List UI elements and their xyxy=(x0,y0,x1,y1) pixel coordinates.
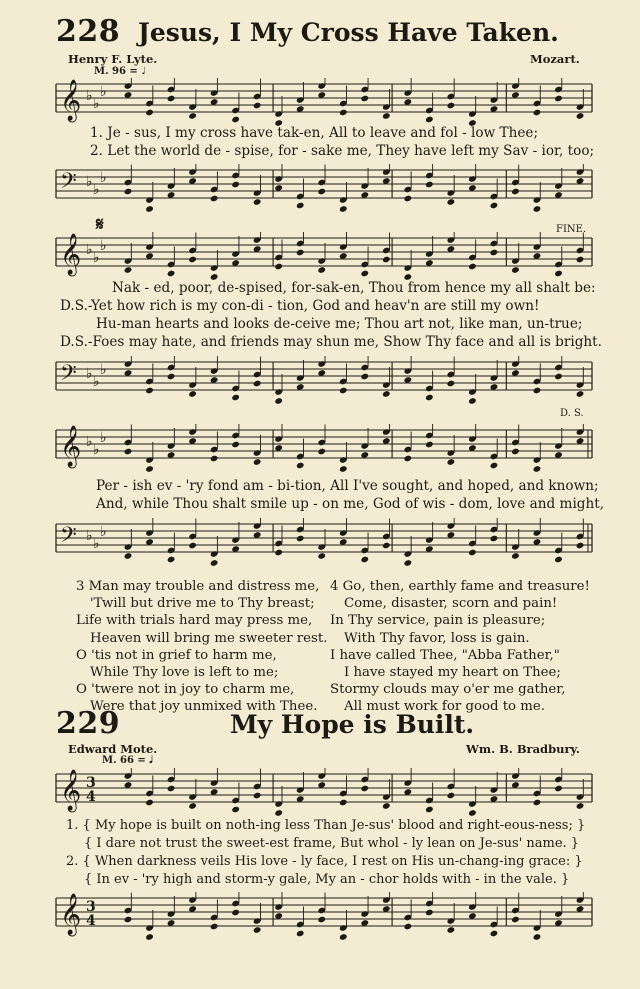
svg-text:♭: ♭ xyxy=(86,174,93,190)
hymn-228-tempo: M. 96 = ♩ xyxy=(94,66,147,77)
hymn-229-author: Edward Mote. xyxy=(68,742,158,756)
verse-line: Were that joy unmixed with Thee. xyxy=(90,699,318,715)
svg-text:♭: ♭ xyxy=(100,238,107,254)
svg-text:𝄞: 𝄞 xyxy=(60,426,82,467)
svg-text:♭: ♭ xyxy=(93,182,100,198)
hymn-228-system-1-bass-staff xyxy=(0,164,640,214)
svg-text:3: 3 xyxy=(86,899,96,915)
svg-text:♭: ♭ xyxy=(86,366,93,382)
hymn-229-tempo: M. 66 = 𝅗𝅥 xyxy=(102,755,153,766)
hymn-228-composer: Mozart. xyxy=(530,52,580,66)
hymn-228-system-3-lyric-1: Per - ish ev - 'ry fond am - bi-tion, All I've sought, and hoped, and known; xyxy=(96,478,599,494)
svg-text:♭: ♭ xyxy=(100,524,107,540)
quarter-note-icon: ♩ xyxy=(137,66,147,77)
svg-text:𝄞: 𝄞 xyxy=(60,894,82,935)
hymn-229-lyric-3: 2. { When darkness veils His love - ly face, I rest on His un-chang-ing grace: } xyxy=(66,854,583,869)
svg-text:♭: ♭ xyxy=(100,430,107,446)
half-note-icon: 𝅗𝅥 xyxy=(145,755,153,766)
hymn-228-number: 228 xyxy=(56,14,121,49)
hymn-229-bass-staff xyxy=(0,892,640,942)
verse-line: 4 Go, then, earthly fame and treasure! xyxy=(330,579,590,594)
verse-line: In Thy service, pain is pleasure; xyxy=(330,613,546,629)
hymn-228-system-1-lyric-1: 1. Je - sus, I my cross have tak-en, All to leave and fol - low Thee; xyxy=(90,125,539,141)
verse-line: O 'twere not in joy to charm me, xyxy=(76,682,295,698)
svg-text:4: 4 xyxy=(86,789,96,805)
hymn-229-lyric-2: { I dare not trust the sweet-est frame, But whol - ly lean on Je-sus' name. } xyxy=(84,836,580,851)
hymn-228-system-3-lyric-2: And, while Thou shalt smile up - on me, God of wis - dom, love and might, xyxy=(96,496,605,512)
hymn-228-system-1-treble-staff xyxy=(0,78,640,128)
ds-mark: D. S. xyxy=(560,408,584,419)
svg-text:♭: ♭ xyxy=(93,374,100,390)
hymn-228-author: Henry F. Lyte. xyxy=(68,52,158,66)
svg-text:𝄢: 𝄢 xyxy=(60,523,77,553)
svg-text:♭: ♭ xyxy=(86,242,93,258)
svg-text:♭: ♭ xyxy=(93,536,100,552)
hymn-228-system-1-lyric-2: 2. Let the world de - spise, for - sake me, They have left my Sav - ior, too; xyxy=(90,143,595,159)
hymn-228-system-2-lyric-1: Nak - ed, poor, de-spised, for-sak-en, Thou from hence my all shalt be: xyxy=(112,280,596,296)
verse-line: Stormy clouds may o'er me gather, xyxy=(330,682,566,698)
svg-text:𝄞: 𝄞 xyxy=(60,770,82,811)
svg-text:𝄢: 𝄢 xyxy=(60,361,77,391)
svg-text:♭: ♭ xyxy=(93,250,100,266)
verse-line: While Thy love is left to me; xyxy=(90,665,279,681)
hymn-229-title: My Hope is Built. xyxy=(230,710,475,739)
svg-text:♭: ♭ xyxy=(100,170,107,186)
hymn-228-title: Jesus, I My Cross Have Taken. xyxy=(138,18,559,47)
verse-3 xyxy=(76,578,327,716)
hymn-228-system-3-bass-staff xyxy=(0,518,640,568)
hymn-228-system-2-lyric-2: D.S.-Yet how rich is my con-di - tion, God and heav'n are still my own! xyxy=(60,298,540,314)
fine-mark: FINE. xyxy=(556,224,587,235)
hymn-229-treble-staff xyxy=(0,768,640,818)
hymn-228-system-3-treble-staff xyxy=(0,424,640,474)
verse-line: O 'tis not in grief to harm me, xyxy=(76,647,277,663)
svg-text:4: 4 xyxy=(86,913,96,929)
svg-text:♭: ♭ xyxy=(100,84,107,100)
svg-text:♭: ♭ xyxy=(93,442,100,458)
hymn-229-lyric-4: { In ev - 'ry high and storm-y gale, My an - chor holds with - in the vale. } xyxy=(84,872,570,887)
verse-line: I have called Thee, "Abba Father," xyxy=(330,647,560,663)
hymn-229-composer: Wm. B. Bradbury. xyxy=(466,742,580,756)
segno-mark: 𝄋 xyxy=(96,214,104,235)
verse-line: With Thy favor, loss is gain. xyxy=(344,630,530,646)
svg-text:♭: ♭ xyxy=(86,88,93,104)
verse-4 xyxy=(330,578,590,716)
hymn-229-number: 229 xyxy=(56,706,121,741)
verse-line: Life with trials hard may press me, xyxy=(76,613,313,629)
svg-text:𝄢: 𝄢 xyxy=(60,169,77,199)
svg-text:♭: ♭ xyxy=(86,528,93,544)
svg-text:♭: ♭ xyxy=(93,96,100,112)
verse-line: Come, disaster, scorn and pain! xyxy=(344,596,558,612)
hymn-228-system-2-lyric-3: Hu-man hearts and looks de-ceive me; Thou art not, like man, un-true; xyxy=(96,316,583,332)
svg-text:♭: ♭ xyxy=(86,434,93,450)
hymn-228-system-2-bass-staff xyxy=(0,356,640,406)
svg-text:𝄞: 𝄞 xyxy=(60,80,82,121)
verse-line: Heaven will bring me sweeter rest. xyxy=(90,630,328,646)
verse-line: 3 Man may trouble and distress me, xyxy=(76,579,320,594)
svg-text:♭: ♭ xyxy=(100,362,107,378)
svg-text:3: 3 xyxy=(86,775,96,791)
hymn-229-lyric-1: 1. { My hope is built on noth-ing less Than Je-sus' blood and right-eous-ness; } xyxy=(66,818,586,833)
hymn-228-system-2-lyric-4: D.S.-Foes may hate, and friends may shun me, Show Thy face and all is bright. xyxy=(60,334,602,350)
verse-line: All must work for good to me. xyxy=(344,699,545,715)
verse-line: I have stayed my heart on Thee; xyxy=(344,665,561,681)
verse-line: 'Twill but drive me to Thy breast; xyxy=(90,596,315,612)
svg-text:𝄞: 𝄞 xyxy=(60,234,82,275)
hymn-228-system-2-treble-staff xyxy=(0,232,640,282)
